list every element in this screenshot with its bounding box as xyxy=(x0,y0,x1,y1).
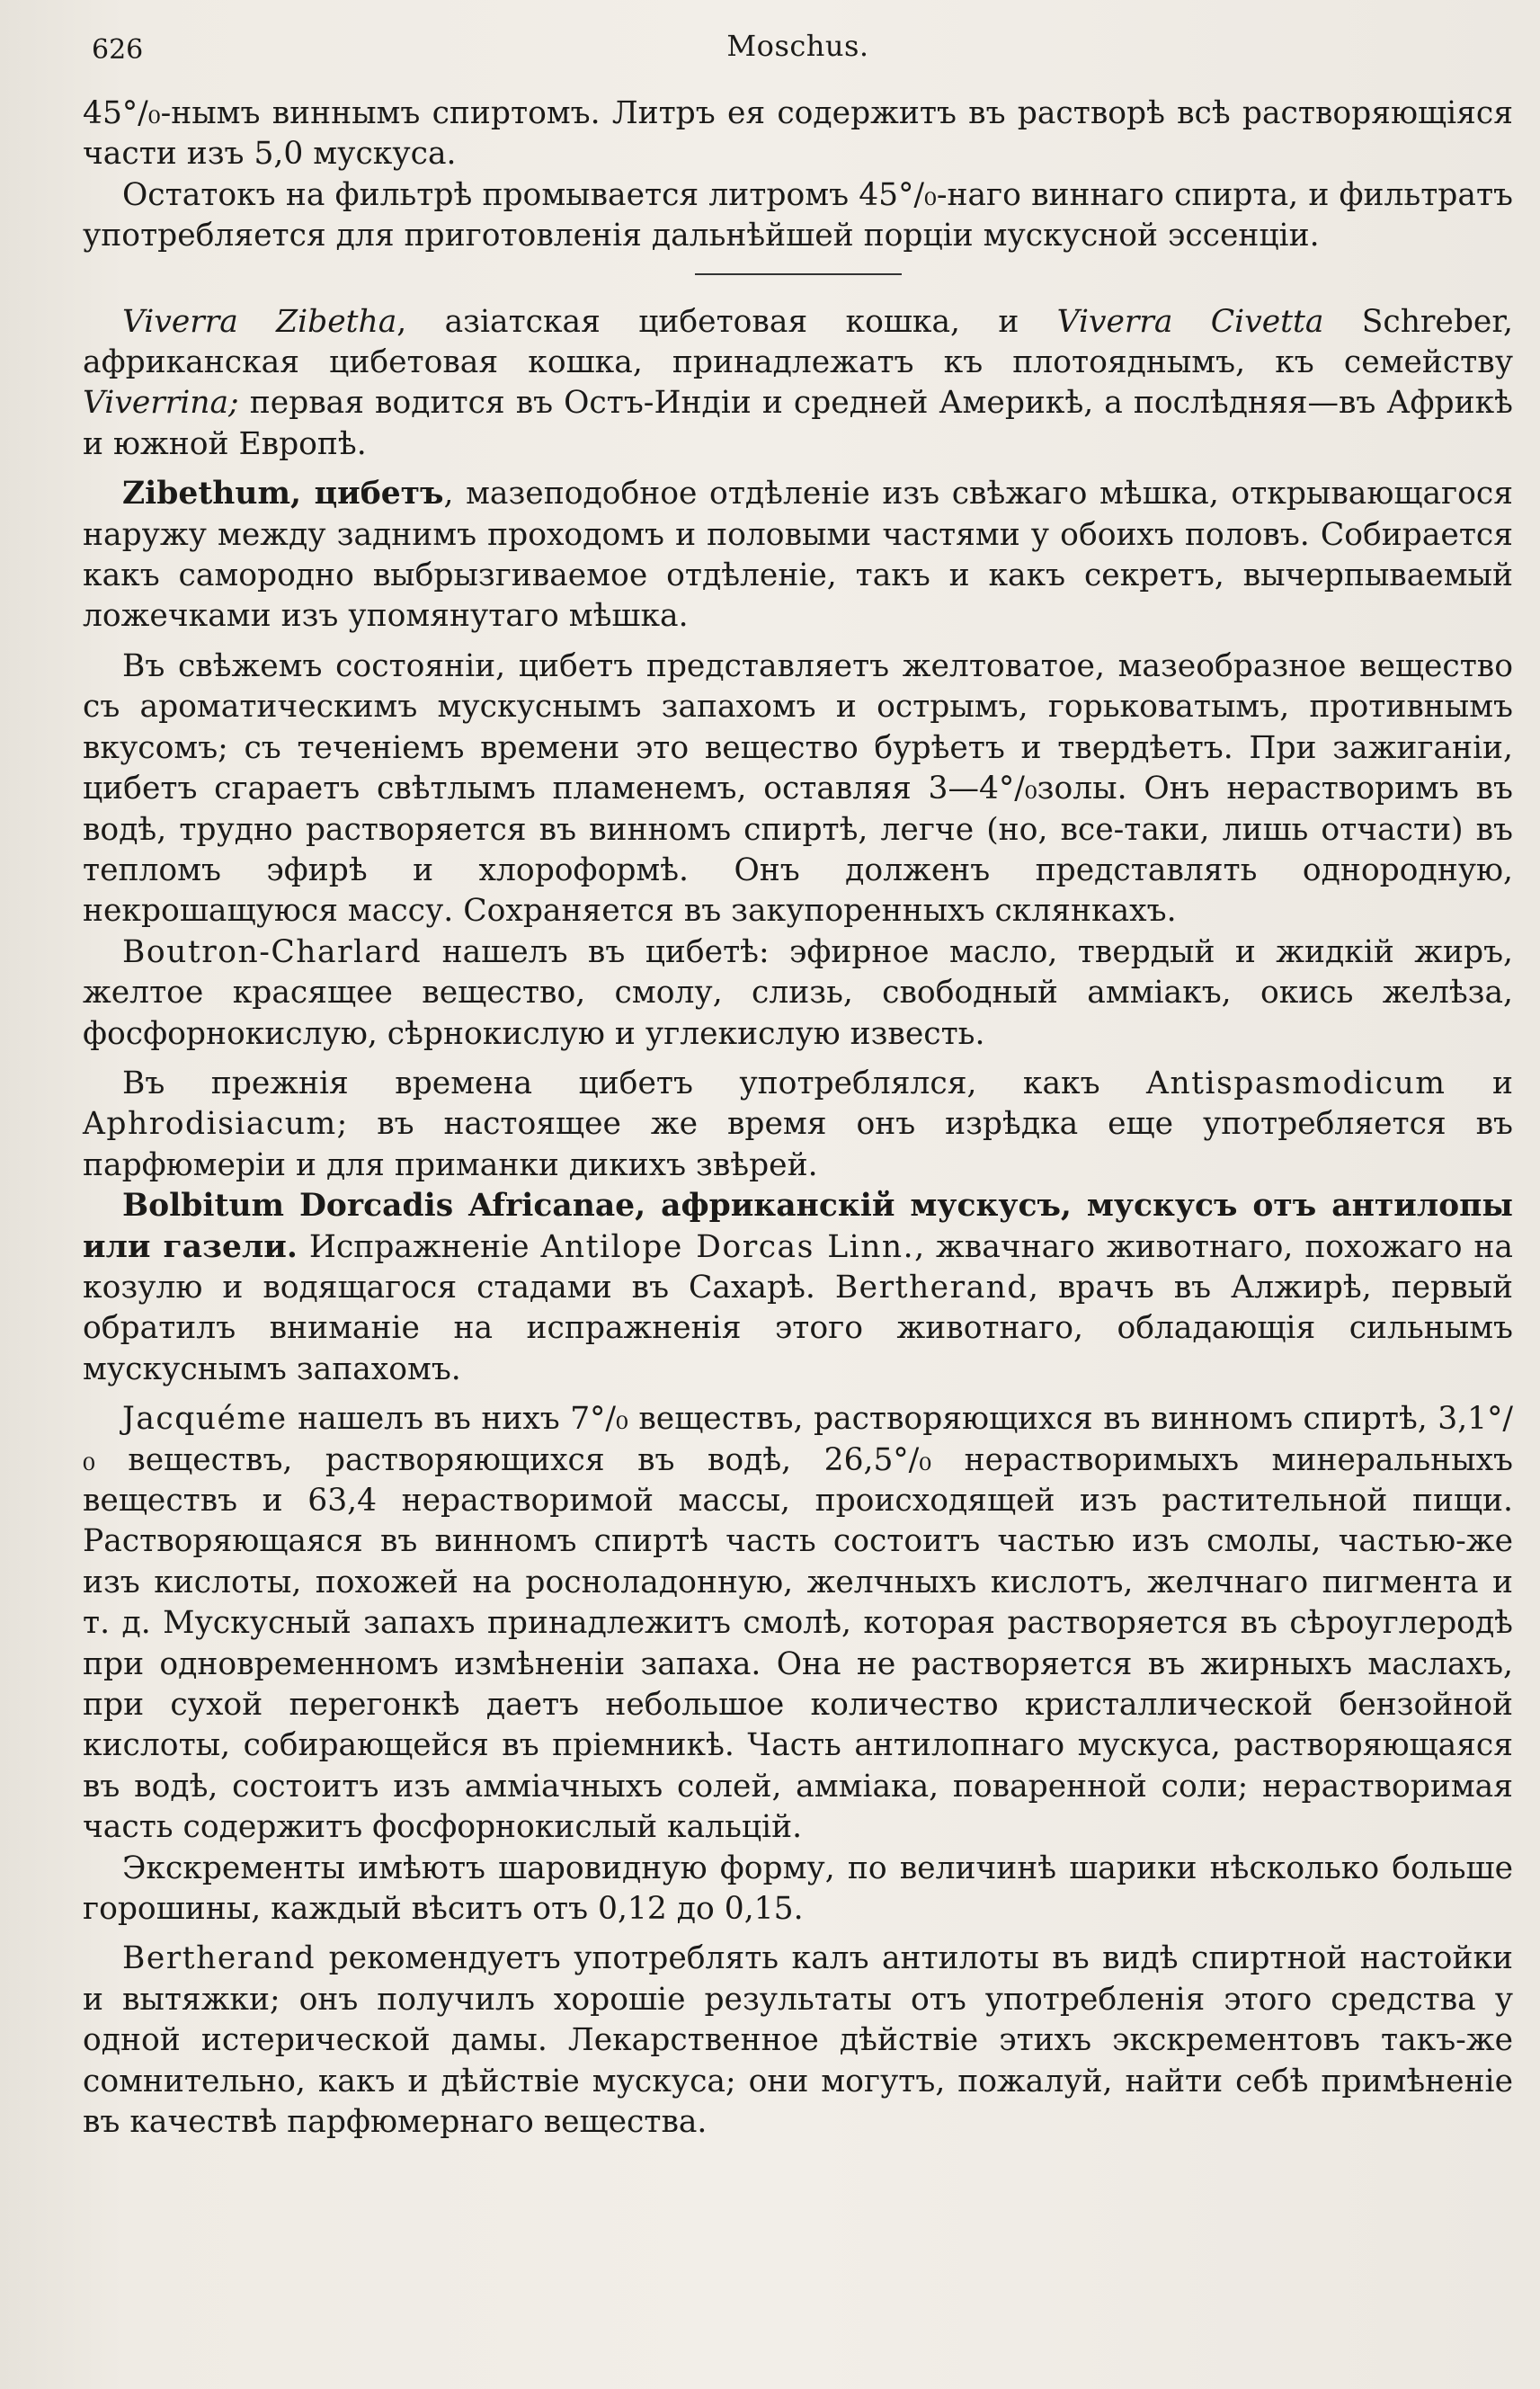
term-bolbitum: Bolbitum Dorcadis Africanae, африканскій мускусъ, мускусъ отъ антилопы или газели. xyxy=(83,1188,1513,1265)
text-run: , азіатская цибетовая кошка, и xyxy=(396,303,1057,340)
taxon-viverra-civetta: Viverra Civetta xyxy=(1056,303,1324,340)
text-run: Испражненіе xyxy=(297,1228,541,1265)
text-run: Schreber, африканская цибетовая кошка, принадлежатъ къ плотояднымъ, къ семейству xyxy=(83,303,1513,381)
text-run: , жвачнаго животнаго, похожаго на козулю и водящагося стадами въ Сахарѣ. xyxy=(83,1228,1513,1306)
term-aphrodisiacum: Aphrodisiacum xyxy=(83,1106,337,1143)
paragraph-bolbitum xyxy=(83,1186,1513,1390)
text-run: нашелъ въ нихъ 7°/₀ веществъ, растворяющихся въ винномъ спиртѣ, 3,1°/₀ веществъ, растворяющихся въ водѣ, 26,5°/₀ нерастворимыхъ минеральныхъ веществъ и 63,4 нерастворимой массы, происходящей изъ растительной пищи. Растворяющаяся въ винномъ спиртѣ часть состоитъ частью изъ смолы, частью-же изъ кислоты, похожей на росноладонную, желчныхъ кислотъ, желчнаго пигмента и т. д. Мускусный запахъ принадлежитъ смолѣ, которая растворяется въ сѣроуглеродѣ при одновременномъ измѣненіи запаха. Она не растворяется въ жирныхъ маслахъ, при сухой перегонкѣ даетъ небольшое количество кристаллической бензойной кислоты, собирающейся въ пріемникѣ. Часть антилопнаго мускуса, растворяющаяся въ водѣ, состоитъ изъ амміачныхъ солей, амміака, поваренной соли; нерастворимая часть содержитъ фосфорнокислый кальцій. xyxy=(83,1401,1513,1846)
text-run: , мазеподобное отдѣленіе изъ свѣжаго мѣшка, открывающагося наружу между заднимъ проходомъ и половыми частями у обоихъ половъ. Собирается какъ самородно выбрызгиваемое отдѣленіе, такъ и какъ секретъ, вычерпываемый ложечками изъ упомянутаго мѣшка. xyxy=(83,476,1513,635)
paragraph-filter-residue: Остатокъ на фильтрѣ промывается литромъ 45°/₀-наго виннаго спирта, и фильтратъ употребляется для приготовленія дальнѣйшей порціи мускусной эссенціи. xyxy=(83,176,1513,254)
author-boutron-charlard: Boutron-Charlard xyxy=(122,933,423,970)
author-bertherand: Bertherand xyxy=(834,1269,1028,1306)
running-title: Moschus. xyxy=(726,29,869,63)
paragraph-jacqueme xyxy=(83,1399,1513,1848)
paragraph-zibethum xyxy=(83,474,1513,637)
paragraph-viverra xyxy=(83,302,1513,466)
paragraph-fresh-state: Въ свѣжемъ состояніи, цибетъ представляетъ желтоватое, мазеобразное вещество съ ароматическимъ мускуснымъ запахомъ и острымъ, горьковатымъ, противнымъ вкусомъ; съ теченіемъ времени это вещество бурѣетъ и твердѣетъ. При зажиганіи, цибетъ сгараетъ свѣтлымъ пламенемъ, оставляя 3—4°/₀золы. Онъ нерастворимъ въ водѣ, трудно растворяется въ винномъ спиртѣ, легче (но, все-таки, лишь отчасти) въ тепломъ эфирѣ и хлороформѣ. Онъ долженъ представлять однородную, некрошащуюся массу. Сохраняется въ закупоренныхъ склянкахъ. xyxy=(83,647,1513,930)
paragraph-boutron-charlard xyxy=(83,932,1513,1055)
page-header xyxy=(83,25,1513,94)
term-zibethum: Zibethum, цибетъ xyxy=(122,476,444,513)
text-run: нашелъ въ цибетѣ: эфирное масло, твердый и жидкій жиръ, желтое красящее вещество, смолу, слизь, свободный амміакъ, окись желѣза, фосфорнокислую, сѣрнокислую и углекислую известь. xyxy=(83,933,1513,1052)
section-divider xyxy=(695,273,902,275)
text-run: первая водится въ Остъ-Индіи и средней Америкѣ, а послѣдняя—въ Африкѣ и южной Европѣ. xyxy=(83,385,1513,462)
taxon-viverrina: Viverrina; xyxy=(83,385,239,422)
paragraph-former-use xyxy=(83,1064,1513,1186)
page-number: 626 xyxy=(92,34,144,66)
paragraph-excrement-form: Экскременты имѣютъ шаровидную форму, по величинѣ шарики нѣсколько больше горошины, каждый вѣситъ отъ 0,12 до 0,15. xyxy=(83,1850,1513,1928)
paragraph-musk-essence-end: 45°/₀-нымъ виннымъ спиртомъ. Литръ ея содержитъ въ растворѣ всѣ растворяющіяся части изъ 5,0 мускуса. xyxy=(83,95,1513,173)
paragraph-bertherand-recommendation xyxy=(83,1939,1513,2143)
text-run: , врачъ въ Алжирѣ, первый обратилъ вниманіе на испражненія этого животнаго, обладающія сильнымъ мускуснымъ запахомъ. xyxy=(83,1269,1513,1387)
body-text xyxy=(83,94,1513,2144)
text-run: Въ прежнія времена цибетъ употреблялся, какъ xyxy=(122,1065,1147,1101)
text-run: ; въ настоящее же время онъ изрѣдка еще употребляется въ парфюмеріи и для приманки дикихъ звѣрей. xyxy=(83,1106,1513,1183)
text-run: рекомендуетъ употреблять калъ антилоты въ видѣ спиртной настойки и вытяжки; онъ получилъ хорошіе результаты отъ употребленія этого средства у одной истерической дамы. Лекарственное дѣйствіе этихъ экскрементовъ такъ-же сомнительно, какъ и дѣйствіе мускуса; они могутъ, пожалуй, найти себѣ примѣненіе въ качествѣ парфюмернаго вещества. xyxy=(83,1940,1513,2141)
taxon-antilope-dorcas: Antilope Dorcas Linn. xyxy=(540,1228,915,1265)
author-jacqueme: Jacquéme xyxy=(122,1401,288,1438)
text-run: и xyxy=(1446,1065,1513,1101)
taxon-viverra-zibetha: Viverra Zibetha xyxy=(122,303,397,340)
author-bertherand: Bertherand xyxy=(122,1940,316,1977)
term-antispasmodicum: Antispasmodicum xyxy=(1146,1065,1447,1101)
